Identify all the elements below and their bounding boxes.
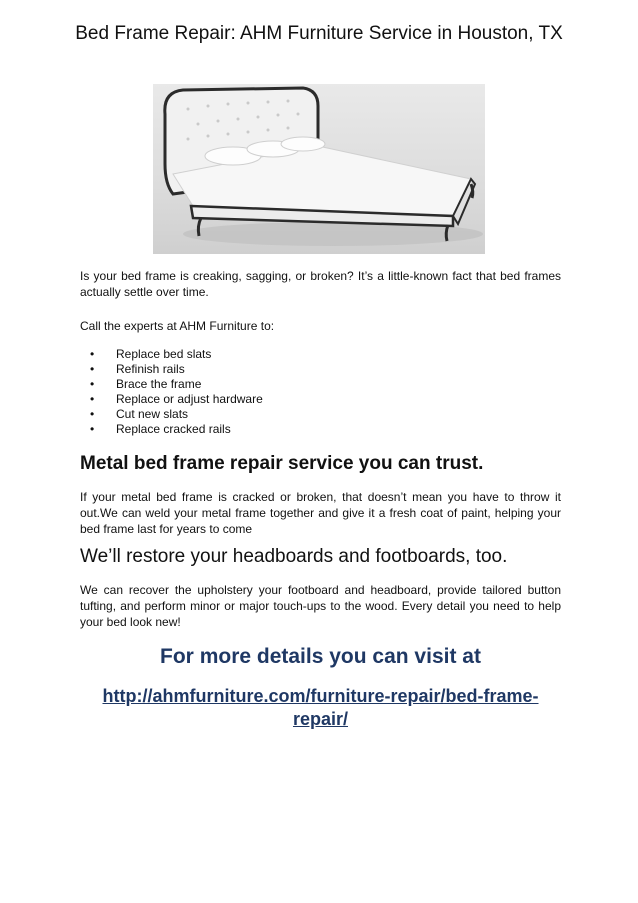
metal-heading: Metal bed frame repair service you can trust. (80, 453, 484, 474)
list-item: • Cut new slats (90, 407, 189, 421)
metal-paragraph: If your metal bed frame is cracked or broken, that doesn’t mean you have to throw it out.We can weld your metal frame together and give it a fresh coat of paint, helping your bed frame last for years to come (80, 490, 561, 536)
repair-page-link[interactable]: http://ahmfurniture.com/furniture-repair/bed-frame-repair/ (102, 686, 539, 729)
list-item: • Replace or adjust hardware (90, 392, 263, 406)
bed-photo (153, 84, 485, 254)
list-item: • Replace bed slats (90, 347, 212, 361)
intro-paragraph: Is your bed frame is creaking, sagging, or broken? It’s a little-known fact that bed frames actually settle over time. (80, 269, 561, 299)
restore-paragraph: We can recover the upholstery your footboard and headboard, provide tailored button tufting, and perform minor or major touch-ups to the wood. Every detail you need to help your bed look new! (80, 583, 561, 629)
list-item: • Brace the frame (90, 377, 202, 391)
list-item: • Refinish rails (90, 362, 185, 376)
call-paragraph: Call the experts at AHM Furniture to: (80, 319, 275, 333)
service-list (80, 347, 263, 437)
page-title: Bed Frame Repair: AHM Furniture Service in Houston, TX (75, 23, 563, 44)
more-details-heading: For more details you can visit at (160, 645, 481, 668)
list-item: • Replace cracked rails (90, 422, 231, 436)
restore-heading: We’ll restore your headboards and footboards, too. (80, 546, 508, 567)
